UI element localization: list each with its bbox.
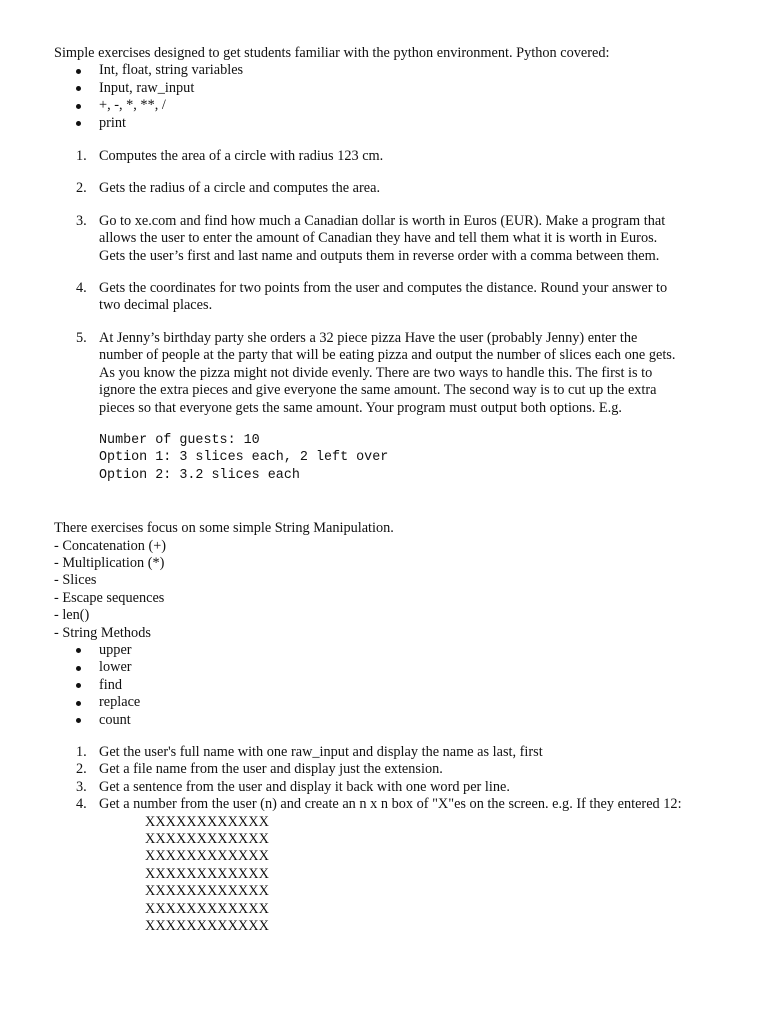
exercise-item <box>54 796 744 813</box>
exercise-text: Get the user's full name with one raw_input and display the name as last, first <box>99 744 543 760</box>
topic-dash-item: - Escape sequences <box>54 589 165 606</box>
exercise-text: Get a sentence from the user and display it back with one word per line. <box>99 778 510 795</box>
exercise-text: Computes the area of a circle with radius 123 cm. <box>99 148 384 165</box>
x-box-row: XXXXXXXXXXXX <box>145 813 269 830</box>
exercise-text: Gets the coordinates for two points from the user and computes the distance. Round your answer to <box>99 280 668 297</box>
exercise-number: 4. <box>76 280 87 297</box>
topic-dash-item: - Multiplication (*) <box>54 554 165 571</box>
code-line: Option 1: 3 slices each, 2 left over <box>99 450 389 466</box>
exercise-item <box>54 213 744 265</box>
method-item: count <box>54 712 744 729</box>
exercise-number: 2. <box>76 761 87 778</box>
exercise-text: pieces so that everyone gets the same amount. Your program must output both options. E.g. <box>99 399 622 416</box>
topic-item: Input, raw_input <box>54 80 744 97</box>
topic-dash-item: - len() <box>54 607 90 624</box>
topic-item: Int, float, string variables <box>54 62 744 79</box>
section1-intro: Simple exercises designed to get students familiar with the python environment. Python covered: <box>54 45 610 61</box>
exercise-text: number of people at the party that will be eating pizza and output the number of slices each one gets. <box>99 347 676 364</box>
exercise-item <box>54 280 744 315</box>
section1-topic-list <box>54 62 744 132</box>
topic-dash-item: - Slices <box>54 572 97 589</box>
topic-item: +, -, *, **, / <box>54 97 744 114</box>
exercise-number: 3. <box>76 212 87 229</box>
topic-dash-item: - String Methods <box>54 624 151 641</box>
exercise-item <box>54 761 744 778</box>
section2-intro: There exercises focus on some simple String Manipulation. <box>54 520 394 537</box>
exercise-number: 4. <box>76 796 87 813</box>
topic-dash-item: - Concatenation (+) <box>54 537 167 554</box>
exercise-text: At Jenny’s birthday party she orders a 32 piece pizza Have the user (probably Jenny) enter the <box>99 329 638 346</box>
x-box-row: XXXXXXXXXXXX <box>145 918 269 935</box>
document-page <box>54 45 744 935</box>
exercise-text: As you know the pizza might not divide evenly. There are two ways to handle this. The first is to <box>99 364 653 381</box>
exercise-text: ignore the extra pieces and give everyone the same amount. The second way is to cut up the extra <box>99 382 657 399</box>
exercise-item <box>54 180 744 197</box>
exercise-text: Get a file name from the user and display just the extension. <box>99 761 443 778</box>
exercise-item <box>54 779 744 796</box>
exercise-item <box>54 148 744 165</box>
section1-exercise-list <box>54 148 744 484</box>
exercise-item <box>54 744 744 761</box>
string-method-list <box>54 642 744 729</box>
method-item: upper <box>54 642 744 659</box>
sample-output-code <box>99 432 744 484</box>
exercise-text: Go to xe.com and find how much a Canadian dollar is worth in Euros (EUR). Make a program that <box>99 212 666 229</box>
exercise-number: 3. <box>76 778 87 795</box>
method-item: replace <box>54 694 744 711</box>
exercise-text: Get a number from the user (n) and create an n x n box of "X"es on the screen. e.g. If they entered 12: <box>99 796 682 813</box>
exercise-number: 1. <box>76 148 87 165</box>
exercise-text: Gets the radius of a circle and computes the area. <box>99 180 381 197</box>
x-box-row: XXXXXXXXXXXX <box>145 831 269 848</box>
exercise-item <box>54 330 744 484</box>
topic-item: print <box>54 115 744 132</box>
section2-exercise-list <box>54 744 744 814</box>
exercise-text: Gets the user’s first and last name and outputs them in reverse order with a comma between them. <box>99 247 660 264</box>
x-box-row: XXXXXXXXXXXX <box>145 865 269 882</box>
exercise-number: 5. <box>76 329 87 346</box>
exercise-text: allows the user to enter the amount of Canadian they have and tell them what it is worth in Euros. <box>99 230 658 247</box>
x-box-example <box>54 814 744 936</box>
code-line: Option 2: 3.2 slices each <box>99 467 300 483</box>
code-line: Number of guests: 10 <box>99 432 260 448</box>
exercise-number: 1. <box>76 744 87 760</box>
exercise-text: two decimal places. <box>99 297 213 314</box>
x-box-row: XXXXXXXXXXXX <box>145 883 269 900</box>
method-item: lower <box>54 659 744 676</box>
x-box-row: XXXXXXXXXXXX <box>145 900 269 917</box>
exercise-number: 2. <box>76 180 87 197</box>
x-box-row: XXXXXXXXXXXX <box>145 848 269 865</box>
method-item: find <box>54 677 744 694</box>
